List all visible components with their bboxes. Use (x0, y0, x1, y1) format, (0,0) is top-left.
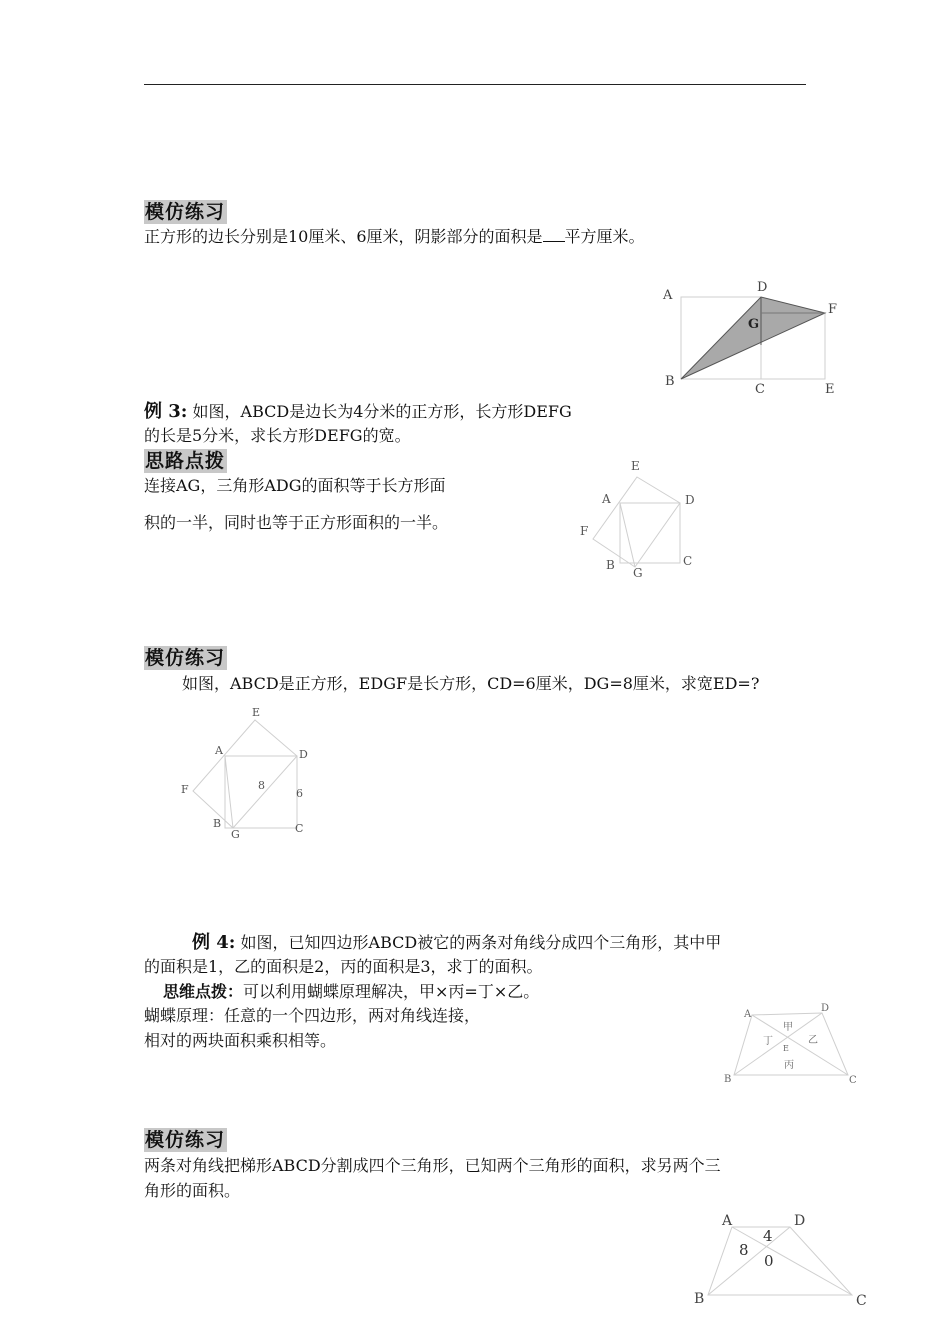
fig1-label-d: D (757, 280, 768, 295)
fig5-label-0: 0 (764, 1252, 774, 1270)
fig1-label-b: B (665, 374, 675, 389)
fig1-label-c: C (755, 382, 765, 397)
figure-trapezoid (690, 1205, 880, 1315)
fig5-label-b: B (694, 1291, 705, 1307)
figure-shaded-triangle (655, 275, 845, 400)
fig3-label-g: G (231, 828, 240, 841)
example-4-hint-text: 可以利用蝴蝶原理解决，甲×丙=丁×乙。 (243, 982, 540, 1001)
fig3-label-c: C (295, 822, 304, 835)
practice-1-text (144, 226, 645, 248)
fig5-label-c: C (856, 1293, 867, 1309)
example-3-text-1: 如图，ABCD是边长为4分米的正方形，长方形DEFG (187, 402, 572, 421)
fig5-label-8: 8 (739, 1241, 749, 1259)
fig1-label-a: A (663, 288, 673, 303)
example-4-label: 例 4: (192, 932, 236, 953)
fig4-label-c: C (849, 1075, 857, 1086)
figure-square-rectangle-2 (175, 703, 315, 843)
fig2-label-d: D (685, 493, 695, 507)
hint-heading: 思路点拨 (145, 450, 226, 472)
fig2-label-e: E (631, 459, 640, 473)
fig4-label-ding: 丁 (763, 1036, 773, 1047)
example-4-line-2: 的面积是1，乙的面积是2，丙的面积是3，求丁的面积。 (144, 957, 543, 976)
fig3-label-6: 6 (296, 787, 303, 800)
answer-blank (543, 227, 565, 242)
fig4-label-a: A (744, 1009, 752, 1020)
fig2-label-c: C (683, 554, 693, 568)
fig4-label-e: E (783, 1044, 789, 1053)
fig2-label-f: F (580, 524, 589, 538)
fig2-label-a: A (602, 492, 611, 506)
example-3-line-1 (144, 401, 572, 423)
fig4-label-bing: 丙 (784, 1060, 794, 1071)
fig1-label-g: G (748, 317, 760, 332)
fig4-label-yi: 乙 (808, 1035, 818, 1046)
example-3-line-2: 的长是5分米，求长方形DEFG的宽。 (144, 426, 411, 445)
fig4-label-b: B (724, 1074, 732, 1085)
fig2-label-g: G (633, 566, 643, 580)
example-4-hint-label: 思维点拨： (163, 982, 244, 1001)
example-3-label: 例 3: (144, 401, 188, 422)
practice-2-text: 如图，ABCD是正方形，EDGF是长方形，CD=6厘米，DG=8厘米，求宽ED=? (182, 674, 760, 693)
fig3-label-a: A (215, 744, 223, 757)
fig5-label-d: D (794, 1213, 806, 1229)
fig3-label-b: B (213, 817, 222, 830)
butterfly-principle-line-2: 相对的两块面积乘积相等。 (144, 1031, 337, 1050)
fig1-label-e: E (825, 382, 835, 397)
fig3-label-f: F (181, 783, 189, 796)
figure-butterfly-quadrilateral (722, 1000, 862, 1090)
practice-1-text-after: 平方厘米。 (564, 227, 645, 246)
fig2-label-b: B (606, 558, 615, 572)
example-4-text-1: 如图，已知四边形ABCD被它的两条对角线分成四个三角形，其中甲 (235, 933, 722, 952)
example-4-hint (163, 981, 539, 1003)
hint-line-2: 积的一半，同时也等于正方形面积的一半。 (144, 513, 449, 532)
practice-3-line-1: 两条对角线把梯形ABCD分割成四个三角形，已知两个三角形的面积，求另两个三 (144, 1156, 721, 1175)
practice-heading-2: 模仿练习 (145, 647, 226, 669)
fig1-label-f: F (828, 302, 838, 317)
example-4-line-1 (192, 932, 721, 954)
fig3-label-d: D (299, 748, 308, 761)
practice-3-line-2: 角形的面积。 (144, 1181, 241, 1200)
header-rule (144, 84, 806, 85)
hint-line-1: 连接AG，三角形ADG的面积等于长方形面 (144, 476, 446, 495)
fig3-label-8: 8 (258, 779, 265, 792)
fig5-label-4: 4 (763, 1227, 773, 1245)
fig4-label-jia: 甲 (783, 1022, 793, 1033)
butterfly-principle-line-1: 蝴蝶原理：任意的一个四边形，两对角线连接， (144, 1006, 481, 1025)
shaded-region (681, 297, 825, 379)
practice-1-text-before: 正方形的边长分别是10厘米、6厘米，阴影部分的面积是 (144, 227, 543, 246)
practice-heading-3: 模仿练习 (145, 1129, 226, 1151)
practice-heading-1: 模仿练习 (145, 201, 226, 223)
fig5-label-a: A (722, 1213, 733, 1229)
fig3-label-e: E (252, 706, 261, 719)
fig4-label-d: D (821, 1003, 830, 1014)
figure-square-rectangle-1 (575, 455, 700, 580)
